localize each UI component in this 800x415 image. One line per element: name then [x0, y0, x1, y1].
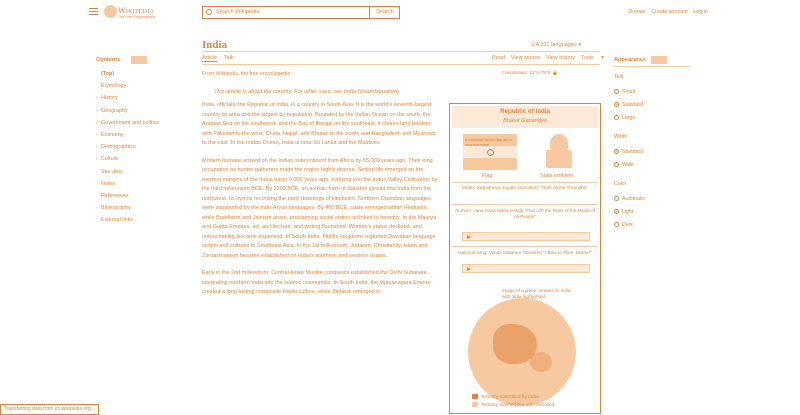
infobox-anthem: Anthem: Jana Gana Mana (Hindi) "Thou Art the Ruler of the Minds of All People" — [454, 208, 596, 219]
appearance-hide-button[interactable] — [651, 56, 667, 64]
legend-label: Territory claimed but not controlled — [481, 402, 555, 408]
toc-item-label: References — [101, 192, 129, 199]
toc-item-label: Bibliography — [101, 205, 131, 212]
text-size-label: Text — [614, 74, 624, 80]
logo-wordmark[interactable]: Wikipedia — [118, 6, 155, 15]
divider — [452, 246, 598, 247]
tab-talk[interactable]: Talk — [223, 55, 234, 61]
menu-icon[interactable] — [89, 8, 98, 15]
chevron-right-icon[interactable]: › — [96, 205, 98, 212]
color-automatic-option[interactable] — [614, 196, 645, 204]
infobox-motto: Motto: Satyameva Jayate (Sanskrit) "Truth Alone Triumphs" — [461, 186, 589, 191]
toc-item-label: Notes — [101, 180, 116, 187]
toc-item[interactable] — [96, 108, 186, 120]
toc-item[interactable] — [96, 144, 186, 156]
toc-item[interactable] — [96, 193, 186, 205]
divider — [202, 64, 600, 65]
divider — [202, 51, 600, 52]
toc-item[interactable] — [96, 205, 186, 217]
login-link[interactable]: Log in — [693, 9, 708, 15]
infobox-native-name: Bhārat Gaṇarājya — [503, 117, 547, 124]
chevron-right-icon[interactable]: › — [96, 107, 98, 114]
toc-item-label: History — [101, 95, 118, 102]
radio-icon[interactable] — [614, 162, 619, 167]
toc-item[interactable] — [96, 132, 186, 144]
radio-icon[interactable] — [614, 89, 619, 94]
radio-icon[interactable] — [614, 115, 619, 120]
map-alt-text: Image of a globe centred on India, with India highlighted. — [502, 288, 572, 299]
radio-icon[interactable] — [614, 222, 619, 227]
chevron-right-icon[interactable]: › — [96, 119, 98, 126]
option-label: Small — [622, 89, 635, 95]
radio-icon[interactable] — [614, 102, 619, 107]
map-legend-claimed — [472, 402, 554, 410]
legend-swatch — [472, 394, 478, 399]
toc-item-label: External links — [101, 217, 134, 224]
option-label: Standard — [622, 149, 644, 155]
toc-item-label: Geography — [101, 107, 128, 114]
chevron-right-icon[interactable]: › — [96, 95, 98, 102]
width-label: Width — [614, 134, 628, 140]
divider — [452, 182, 598, 183]
divider — [614, 66, 690, 67]
chevron-right-icon[interactable]: › — [96, 131, 98, 138]
text-standard-option[interactable] — [614, 102, 643, 110]
paragraph: Modern humans arrived on the Indian subcontinent from Africa by 55,000 years ago. Their long occupation as hunter-gatherers made the region highly diverse. Settled life emerged on the western margins of the Indus basin 9,000 years ago, evolving into the Indus Valley Civilisation by the third millennium BCE. By 1200 BCE, an archaic form of Sanskrit spread into India from the northwest. Its hymns recording the early dawnings of Hinduism. Northern Dravidian languages were supplanted by the Indo-Aryan languages. By 400 BCE, caste emerged within Hinduism, while Buddhism and Jainism arose, proclaiming social orders unlinked to heredity. In the Maurya and Gupta Empires, art, architecture, and writing flourished. Women's status declined, and untouchability became organised. In South India, Middle kingdoms exported Dravidian language scripts and cultures to Southeast Asia. In the 1st millennium, Judaism, Christianity, Islam and Zoroastrianism became established on India's southern and western coasts. — [202, 157, 438, 259]
tab-read[interactable]: Read — [492, 55, 505, 61]
color-dark-option[interactable] — [614, 222, 633, 230]
namespace-tabs — [202, 55, 241, 63]
legend-label: Territory controlled by India — [481, 394, 539, 400]
toc-item-label: Government and politics — [101, 119, 160, 126]
land-shape — [530, 352, 552, 372]
chevron-down-icon: ▾ — [599, 55, 604, 61]
toc-item[interactable] — [96, 95, 186, 107]
coordinates-text[interactable]: Coordinates: 21°N 78°E — [502, 70, 551, 75]
tab-view-history[interactable]: View history — [546, 55, 576, 61]
emblem-base-icon[interactable] — [546, 150, 572, 168]
toc-item-label: See also — [101, 168, 122, 175]
table-of-contents — [96, 71, 186, 229]
radio-icon[interactable] — [614, 196, 619, 201]
option-label: Dark — [622, 222, 633, 228]
width-standard-option[interactable] — [614, 149, 643, 157]
color-light-option[interactable] — [614, 209, 633, 217]
toc-item[interactable] — [96, 156, 186, 168]
option-label: Wide — [622, 162, 634, 168]
toc-item-label: Etymology — [101, 83, 127, 90]
chevron-right-icon[interactable]: › — [96, 144, 98, 151]
logo-tagline: The Free Encyclopedia — [118, 15, 155, 19]
legend-swatch — [472, 402, 478, 407]
play-icon[interactable] — [467, 235, 471, 239]
tab-article[interactable]: Article — [202, 55, 217, 61]
paragraph: India, officially the Republic of India, is a country in South Asia. It is the world's seventh-largest country by area and the largest by population. Bounded by the Indian Ocean on the south, the Arabian Sea on the southwest, and the Bay of Bengal on the southeast, it shares land borders with Pakistan to the west; China, Nepal, and Bhutan to the north; and Bangladesh and Myanmar to the east. In the Indian Ocean, India is near Sri Lanka and the Maldives. — [202, 102, 436, 146]
map-legend-controlled — [472, 394, 539, 402]
hatnote[interactable]: This article is about the country. For other uses, see India (disambiguation). — [214, 89, 401, 95]
search-button[interactable]: Search — [369, 6, 400, 19]
chakra-icon — [487, 149, 494, 156]
tab-tools[interactable]: Tools — [581, 55, 594, 61]
toc-item[interactable] — [96, 217, 186, 229]
infobox-country-name: Republic of India — [500, 108, 550, 115]
option-label: Light — [622, 209, 634, 215]
appearance-title: Appearance — [614, 57, 647, 63]
article-body — [202, 101, 440, 306]
language-button[interactable] — [530, 41, 581, 49]
flag-caption[interactable]: Flag — [482, 173, 493, 179]
text-small-option[interactable] — [614, 89, 635, 97]
color-label: Color — [614, 181, 627, 187]
chevron-right-icon[interactable]: › — [96, 156, 98, 163]
page-title: India — [202, 39, 228, 51]
tab-view-source[interactable]: View source — [510, 55, 541, 61]
create-account-link[interactable]: Create account — [651, 9, 688, 15]
radio-icon[interactable] — [614, 209, 619, 214]
flag-alt-text: A horizontal tricolour flag with a navy blue wheel — [465, 138, 512, 147]
option-label: Automatic — [622, 196, 646, 202]
text-large-option[interactable] — [614, 115, 635, 123]
translate-icon: 文A — [530, 42, 541, 48]
chevron-down-icon: ▾ — [576, 42, 582, 48]
user-links — [624, 9, 708, 17]
song-audio-player[interactable] — [462, 264, 590, 273]
divider — [452, 204, 598, 205]
toc-item-label: Culture — [101, 156, 119, 163]
wikipedia-logo-icon[interactable] — [104, 5, 117, 18]
toc-item-label: Economy — [101, 131, 124, 138]
infobox-national-song: National song: Vande Mataram (Sanskrit) "I Bow to Thee, Mother" — [458, 250, 592, 255]
toc-item[interactable] — [96, 181, 186, 193]
toc-item-label: Demographics — [101, 144, 136, 151]
search-input[interactable]: Search Wikipedia — [216, 9, 260, 15]
emblem-lions-icon[interactable] — [550, 134, 568, 150]
radio-icon[interactable] — [614, 149, 619, 154]
play-icon[interactable] — [467, 267, 471, 271]
toc-title: Contents — [96, 57, 121, 63]
toc-item[interactable] — [96, 120, 186, 132]
toc-item[interactable] — [96, 71, 186, 83]
lock-icon: 🔒 — [552, 70, 558, 75]
status-bar: Transferring data from en.wikipedia.org... — [0, 404, 99, 415]
toc-item-label: (Top) — [101, 71, 115, 77]
option-label: Standard — [622, 102, 644, 108]
anthem-audio-player[interactable] — [462, 232, 590, 241]
width-wide-option[interactable] — [614, 162, 634, 170]
language-count: 311 languages — [540, 42, 577, 48]
site-sub: From Wikipedia, the free encyclopedia — [202, 71, 291, 77]
emblem-caption[interactable]: State emblem — [540, 173, 574, 179]
toc-item[interactable] — [96, 169, 186, 181]
search-icon — [206, 9, 212, 15]
view-tabs — [486, 55, 604, 63]
coordinates — [502, 70, 558, 77]
infobox-header — [452, 106, 598, 128]
option-label: Large — [622, 115, 636, 121]
paragraph: Early in the 2nd millennium, Central Asian Muslim conquests established the Delhi Sultanate, integrating northern India into the Islamic cosmopolis. In South India, the Vijayanagara Empire created a long-lasting composite Hindu culture, while Sikhism emerged in — [202, 270, 431, 295]
donate-link[interactable]: Donate — [628, 9, 646, 15]
toc-hide-button[interactable] — [131, 56, 147, 64]
toc-item[interactable] — [96, 83, 186, 95]
